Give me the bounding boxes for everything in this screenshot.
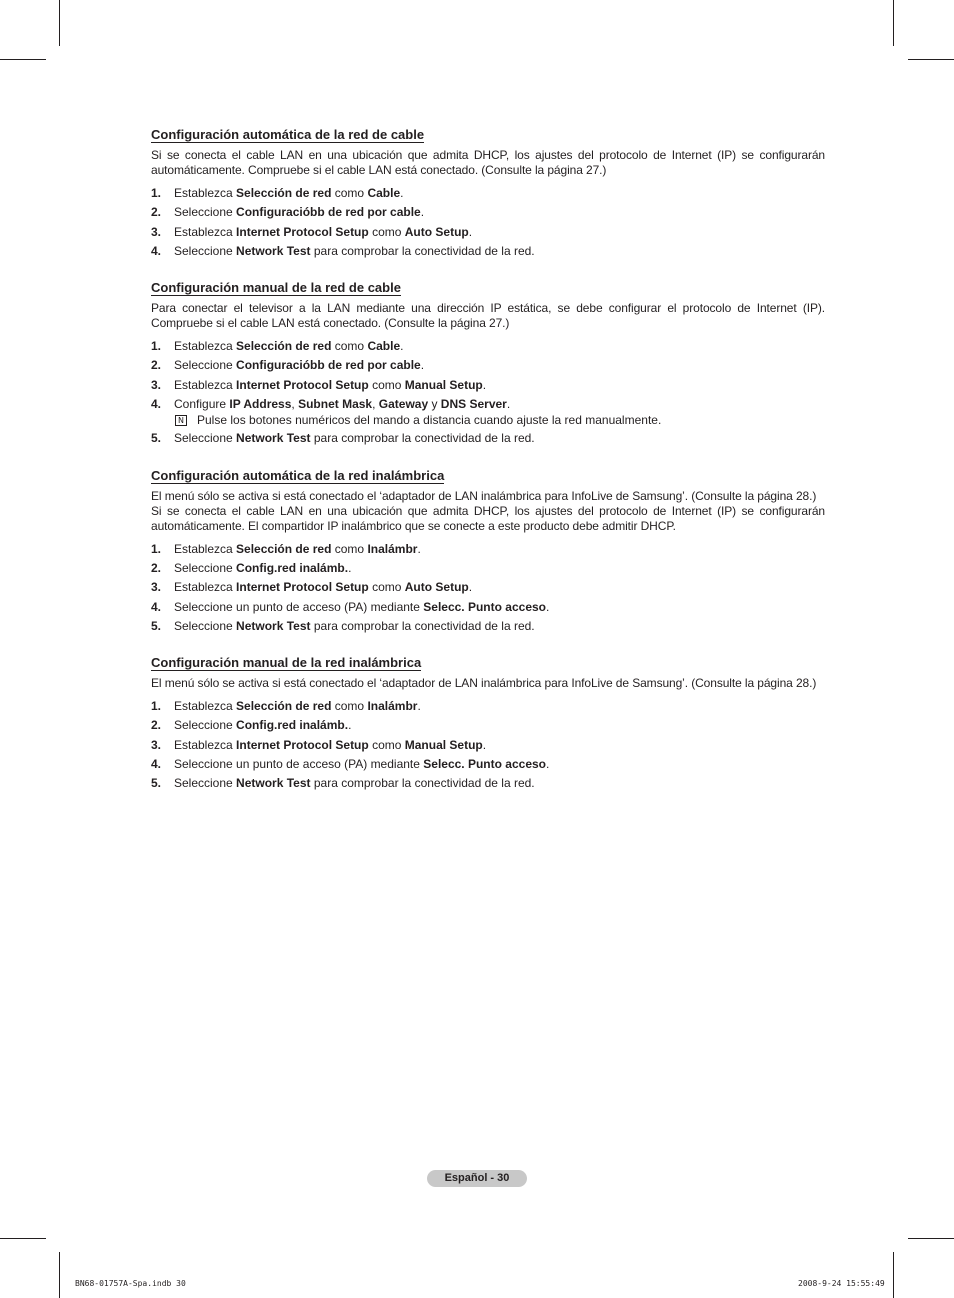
step-keyword: Cable <box>367 339 401 354</box>
crop-mark <box>0 59 46 60</box>
step-keyword: Auto Setup <box>404 224 469 239</box>
step-keyword: Config.red inalámb. <box>236 718 349 733</box>
step-text: para comprobar la conectividad de la red. <box>310 618 535 633</box>
step-keyword: Auto Setup <box>404 580 469 595</box>
step-text: . <box>348 560 352 575</box>
section-2 <box>151 279 825 448</box>
step-text: . <box>400 339 404 354</box>
step-text: . <box>506 397 511 412</box>
step-keyword: Configuracióbb de red por cable <box>236 358 421 373</box>
step-text: . <box>468 224 473 239</box>
step-text: para comprobar la conectividad de la red. <box>310 776 535 791</box>
section-intro: El menú sólo se activa si está conectado el ‘adaptador de LAN inalámbrica para InfoLive de Samsung’. (Consulte la página 28.) <box>151 488 817 503</box>
step-item <box>151 356 825 375</box>
step-text: Seleccione <box>174 358 237 373</box>
step-number: 4. <box>151 243 162 258</box>
step-text: como <box>368 580 405 595</box>
step-number: 4. <box>151 757 162 772</box>
step-number: 2. <box>151 718 162 733</box>
step-item <box>151 559 825 578</box>
step-text: . <box>417 541 421 556</box>
section-intro: Para conectar el televisor a la LAN mediante una dirección IP estática, se debe configurar el protocolo de Internet (IP). Compruebe si el cable LAN está conectado. (Consulte la página 27.) <box>151 301 825 331</box>
step-keyword: Cable <box>367 186 401 200</box>
step-item <box>151 203 825 222</box>
step-text: Establezca <box>174 339 237 354</box>
step-number: 3. <box>151 377 162 392</box>
step-item <box>151 716 825 735</box>
step-text: y <box>428 397 441 412</box>
step-text: Seleccione <box>174 243 237 258</box>
step-text: , <box>291 397 299 412</box>
crop-mark <box>908 1238 954 1239</box>
step-number: 5. <box>151 618 162 633</box>
step-text: . <box>348 718 352 733</box>
step-text: como <box>368 737 405 752</box>
step-item <box>151 223 825 242</box>
step-keyword: Selección de red <box>236 186 332 200</box>
step-number: 5. <box>151 776 162 791</box>
step-text: Seleccione <box>174 618 237 633</box>
step-keyword: Inalámbr <box>367 699 418 714</box>
step-text: Seleccione <box>174 205 237 220</box>
step-text: . <box>482 377 487 392</box>
step-number: 4. <box>151 397 162 412</box>
step-text: como <box>368 377 405 392</box>
step-text: . <box>400 186 404 200</box>
steps-list <box>151 697 825 793</box>
step-number: 1. <box>151 699 162 714</box>
section-intro: Si se conecta el cable LAN en una ubicación que admita DHCP, los ajustes del protocolo de Internet (IP) se configurarán automáticamente. El compartidor IP inalámbrico que se conecte a este producto debe admitir DHCP. <box>151 503 825 533</box>
step-keyword: DNS Server <box>440 397 507 412</box>
step-text: Establezca <box>174 737 237 752</box>
step-item <box>151 736 825 755</box>
step-text: Establezca <box>174 377 237 392</box>
step-item <box>151 774 825 793</box>
step-item <box>151 242 825 261</box>
step-keyword: Subnet Mask <box>298 397 373 412</box>
note-icon: N <box>175 415 187 426</box>
step-text: Configure <box>174 397 230 412</box>
step-keyword: IP Address <box>229 397 292 412</box>
step-item <box>151 755 825 774</box>
steps-list <box>151 184 825 261</box>
step-text: Seleccione un punto de acceso (PA) mediante <box>174 757 424 772</box>
step-keyword: Manual Setup <box>404 377 483 392</box>
document-content <box>151 126 825 812</box>
step-text: . <box>482 737 487 752</box>
step-text: para comprobar la conectividad de la red. <box>310 243 535 258</box>
step-item <box>151 578 825 597</box>
step-text: Seleccione <box>174 718 237 733</box>
step-item <box>151 429 825 448</box>
step-item <box>151 540 825 559</box>
step-number: 4. <box>151 599 162 614</box>
step-text: Seleccione <box>174 776 237 791</box>
step-text: . <box>546 599 550 614</box>
note-text: Pulse los botones numéricos del mando a distancia cuando ajuste la red manualmente. <box>197 413 662 428</box>
step-text: Seleccione <box>174 431 237 446</box>
step-text: Establezca <box>174 224 237 239</box>
step-text: , <box>372 397 379 412</box>
step-keyword: Selección de red <box>236 699 332 714</box>
section-intro: Si se conecta el cable LAN en una ubicación que admita DHCP, los ajustes del protocolo de Internet (IP) se configurarán automáticamente. Compruebe si el cable LAN está conectado. (Consulte la página 27.) <box>151 148 825 177</box>
step-keyword: Selecc. Punto acceso <box>423 599 546 614</box>
step-text: Establezca <box>174 699 237 714</box>
crop-mark <box>59 0 60 46</box>
step-text: . <box>468 580 473 595</box>
step-keyword: Config.red inalámb. <box>236 560 349 575</box>
footer-file-info: BN68-01757A-Spa.indb 30 <box>75 1279 186 1288</box>
section-intro: El menú sólo se activa si está conectado el ‘adaptador de LAN inalámbrica para InfoLive de Samsung’. (Consulte la página 28.) <box>151 676 817 691</box>
step-number: 3. <box>151 737 162 752</box>
step-number: 2. <box>151 560 162 575</box>
crop-mark <box>908 59 954 60</box>
step-keyword: Internet Protocol Setup <box>236 224 369 239</box>
step-keyword: Internet Protocol Setup <box>236 580 369 595</box>
step-item <box>151 697 825 716</box>
step-number: 1. <box>151 186 162 200</box>
step-text: como <box>331 541 368 556</box>
step-text: como <box>368 224 405 239</box>
step-text: Seleccione un punto de acceso (PA) mediante <box>174 599 424 614</box>
crop-mark <box>893 1252 894 1298</box>
step-text: . <box>420 205 425 220</box>
step-item <box>151 337 825 356</box>
steps-list <box>151 540 825 636</box>
step-number: 1. <box>151 541 162 556</box>
crop-mark <box>0 1238 46 1239</box>
step-keyword: Network Test <box>236 618 311 633</box>
step-text: Seleccione <box>174 560 237 575</box>
step-item <box>151 376 825 395</box>
step-keyword: Selección de red <box>236 339 332 354</box>
step-keyword: Network Test <box>236 776 311 791</box>
step-item <box>151 617 825 636</box>
step-item <box>151 184 825 203</box>
crop-mark <box>59 1252 60 1298</box>
step-number: 1. <box>151 339 162 354</box>
step-number: 5. <box>151 431 162 446</box>
step-keyword: Manual Setup <box>404 737 483 752</box>
crop-mark <box>893 0 894 46</box>
step-note <box>151 412 825 429</box>
section-title: Configuración manual de la red de cable <box>151 280 401 296</box>
step-text: . <box>420 358 425 373</box>
step-text: como <box>331 699 368 714</box>
step-number: 2. <box>151 358 162 373</box>
section-title: Configuración manual de la red inalámbrica <box>151 655 422 671</box>
footer-timestamp: 2008-9-24 15:55:49 <box>798 1279 885 1288</box>
step-text: Establezca <box>174 541 237 556</box>
step-keyword: Network Test <box>236 431 311 446</box>
step-keyword: Network Test <box>236 243 311 258</box>
step-number: 3. <box>151 580 162 595</box>
section-4 <box>151 654 825 793</box>
step-text: . <box>546 757 550 772</box>
step-keyword: Selecc. Punto acceso <box>423 757 546 772</box>
step-number: 2. <box>151 205 162 220</box>
section-3 <box>151 467 825 636</box>
step-text: Establezca <box>174 186 237 200</box>
steps-list <box>151 337 825 448</box>
page-number-badge: Español - 30 <box>427 1170 527 1187</box>
step-keyword: Internet Protocol Setup <box>236 377 369 392</box>
step-number: 3. <box>151 224 162 239</box>
step-keyword: Internet Protocol Setup <box>236 737 369 752</box>
step-keyword: Gateway <box>378 397 429 412</box>
step-text: para comprobar la conectividad de la red. <box>310 431 535 446</box>
step-text: Establezca <box>174 580 237 595</box>
step-text: como <box>331 186 368 200</box>
step-keyword: Configuracióbb de red por cable <box>236 205 421 220</box>
step-item <box>151 598 825 617</box>
section-1 <box>151 126 825 261</box>
section-title: Configuración automática de la red de cable <box>151 127 425 142</box>
step-text: como <box>331 339 368 354</box>
section-title: Configuración automática de la red inalámbrica <box>151 467 445 483</box>
step-keyword: Inalámbr <box>367 541 418 556</box>
step-keyword: Selección de red <box>236 541 332 556</box>
step-text: . <box>417 699 421 714</box>
